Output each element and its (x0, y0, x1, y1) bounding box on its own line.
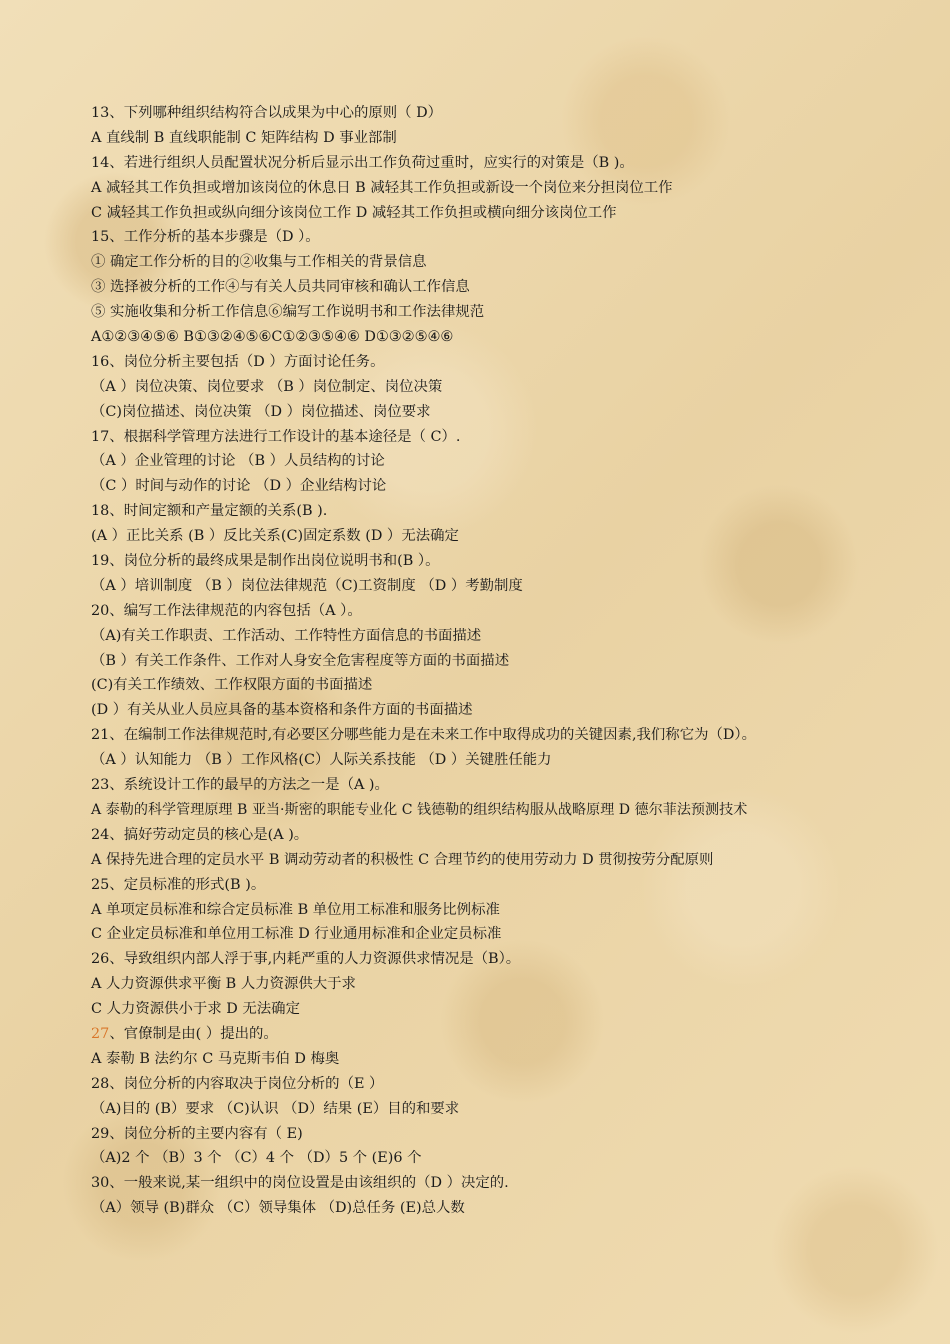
text-line: A 直线制 B 直线职能制 C 矩阵结构 D 事业部制 (91, 129, 397, 146)
text-line: （A)目的 (B）要求 （C)认识 （D）结果 (E）目的和要求 (91, 1100, 460, 1117)
text-line: (C)有关工作绩效、工作权限方面的书面描述 (91, 677, 373, 694)
text-line: 15、工作分析的基本步骤是（D ）。 (91, 229, 320, 246)
question-27-line (91, 1022, 871, 1047)
text-line: 19、岗位分析的最终成果是制作出岗位说明书和(B ）。 (91, 553, 440, 570)
text-line: 26、导致组织内部人浮于事,内耗严重的人力资源供求情况是（B）。 (91, 951, 521, 968)
text-line: C 减轻其工作负担或纵向细分该岗位工作 D 减轻其工作负担或横向细分该岗位工作 (91, 204, 617, 221)
text-line: 16、岗位分析主要包括（D ）方面讨论任务。 (91, 353, 385, 370)
text-line: A 保持先进合理的定员水平 B 调动劳动者的积极性 C 合理节约的使用劳动力 D 贯彻按劳分配原则 (91, 851, 714, 868)
text-line: 29、岗位分析的主要内容有（ E) (91, 1125, 303, 1142)
text-line: （A ）企业管理的讨论 （B ）人员结构的讨论 (91, 453, 385, 470)
text-line: （A ）认知能力 （B ）工作风格(C）人际关系技能 （D ）关键胜任能力 (91, 752, 552, 769)
text-line: ③ 选择被分析的工作④与有关人员共同审核和确认工作信息 (91, 279, 470, 296)
text-line: A 泰勒的科学管理原理 B 亚当·斯密的职能专业化 C 钱德勒的组织结构服从战略原理 D 德尔菲法预测技术 (91, 801, 748, 818)
question-27-text: 、官僚制是由( ）提出的。 (109, 1025, 278, 1042)
text-line: ① 确定工作分析的目的②收集与工作相关的背景信息 (91, 254, 427, 271)
text-line: 17、根据科学管理方法进行工作设计的基本途径是（ C）. (91, 428, 461, 445)
text-line: （A ）岗位决策、岗位要求 （B ）岗位制定、岗位决策 (91, 378, 443, 395)
text-line: （A ）培训制度 （B ）岗位法律规范（C)工资制度 （D ）考勤制度 (91, 577, 523, 594)
text-line: 24、搞好劳动定员的核心是(A )。 (91, 826, 309, 843)
text-line: C 人力资源供小于求 D 无法确定 (91, 1001, 300, 1018)
text-line: A①②③④⑤⑥ B①③②④⑤⑥C①②③⑤④⑥ D①③②⑤④⑥ (91, 329, 454, 346)
text-line: 30、一般来说,某一组织中的岗位设置是由该组织的（D ）决定的. (91, 1175, 509, 1192)
text-line: A 减轻其工作负担或增加该岗位的休息日 B 减轻其工作负担或新设一个岗位来分担岗位工作 (91, 179, 673, 196)
text-line: 20、编写工作法律规范的内容包括（A ）。 (91, 602, 362, 619)
text-line: 14、若进行组织人员配置状况分析后显示出工作负荷过重时，应实行的对策是（B )。 (91, 154, 634, 171)
text-line: （C)岗位描述、岗位决策 （D ）岗位描述、岗位要求 (91, 403, 431, 420)
text-line: 23、系统设计工作的最早的方法之一是（A )。 (91, 777, 389, 794)
text-line: （A)有关工作职责、工作活动、工作特性方面信息的书面描述 (91, 627, 482, 644)
question-number-highlight: 27 (91, 1025, 110, 1042)
text-line: 28、岗位分析的内容取决于岗位分析的（E ） (91, 1075, 384, 1092)
document-page (91, 101, 871, 1221)
text-line: 25、定员标准的形式(B )。 (91, 876, 266, 893)
text-line: (D ）有关从业人员应具备的基本资格和条件方面的书面描述 (91, 702, 473, 719)
text-line: （A）领导 (B)群众 （C）领导集体 （D)总任务 (E)总人数 (91, 1200, 465, 1217)
text-line: C 企业定员标准和单位用工标准 D 行业通用标准和企业定员标准 (91, 926, 502, 943)
text-line: 18、时间定额和产量定额的关系(B ). (91, 503, 328, 520)
text-line: 21、在编制工作法律规范时,有必要区分哪些能力是在未来工作中取得成功的关键因素,我们称它为（D）。 (91, 727, 756, 744)
text-line: A 单项定员标准和综合定员标准 B 单位用工标准和服务比例标准 (91, 901, 500, 918)
text-line: (A ）正比关系 (B ）反比关系(C)固定系数 (D ）无法确定 (91, 528, 459, 545)
text-line: A 泰勒 B 法约尔 C 马克斯韦伯 D 梅奥 (91, 1050, 340, 1067)
text-line: （C ）时间与动作的讨论 （D ）企业结构讨论 (91, 478, 387, 495)
text-line: A 人力资源供求平衡 B 人力资源供大于求 (91, 976, 356, 993)
text-line: 13、下列哪种组织结构符合以成果为中心的原则（ D） (91, 105, 443, 121)
text-line: （B ）有关工作条件、工作对人身安全危害程度等方面的书面描述 (91, 652, 510, 669)
text-line: ⑤ 实施收集和分析工作信息⑥编写工作说明书和工作法律规范 (91, 304, 485, 321)
text-line: （A)2 个 （B）3 个 （C）4 个 （D）5 个 (E)6 个 (91, 1150, 422, 1167)
